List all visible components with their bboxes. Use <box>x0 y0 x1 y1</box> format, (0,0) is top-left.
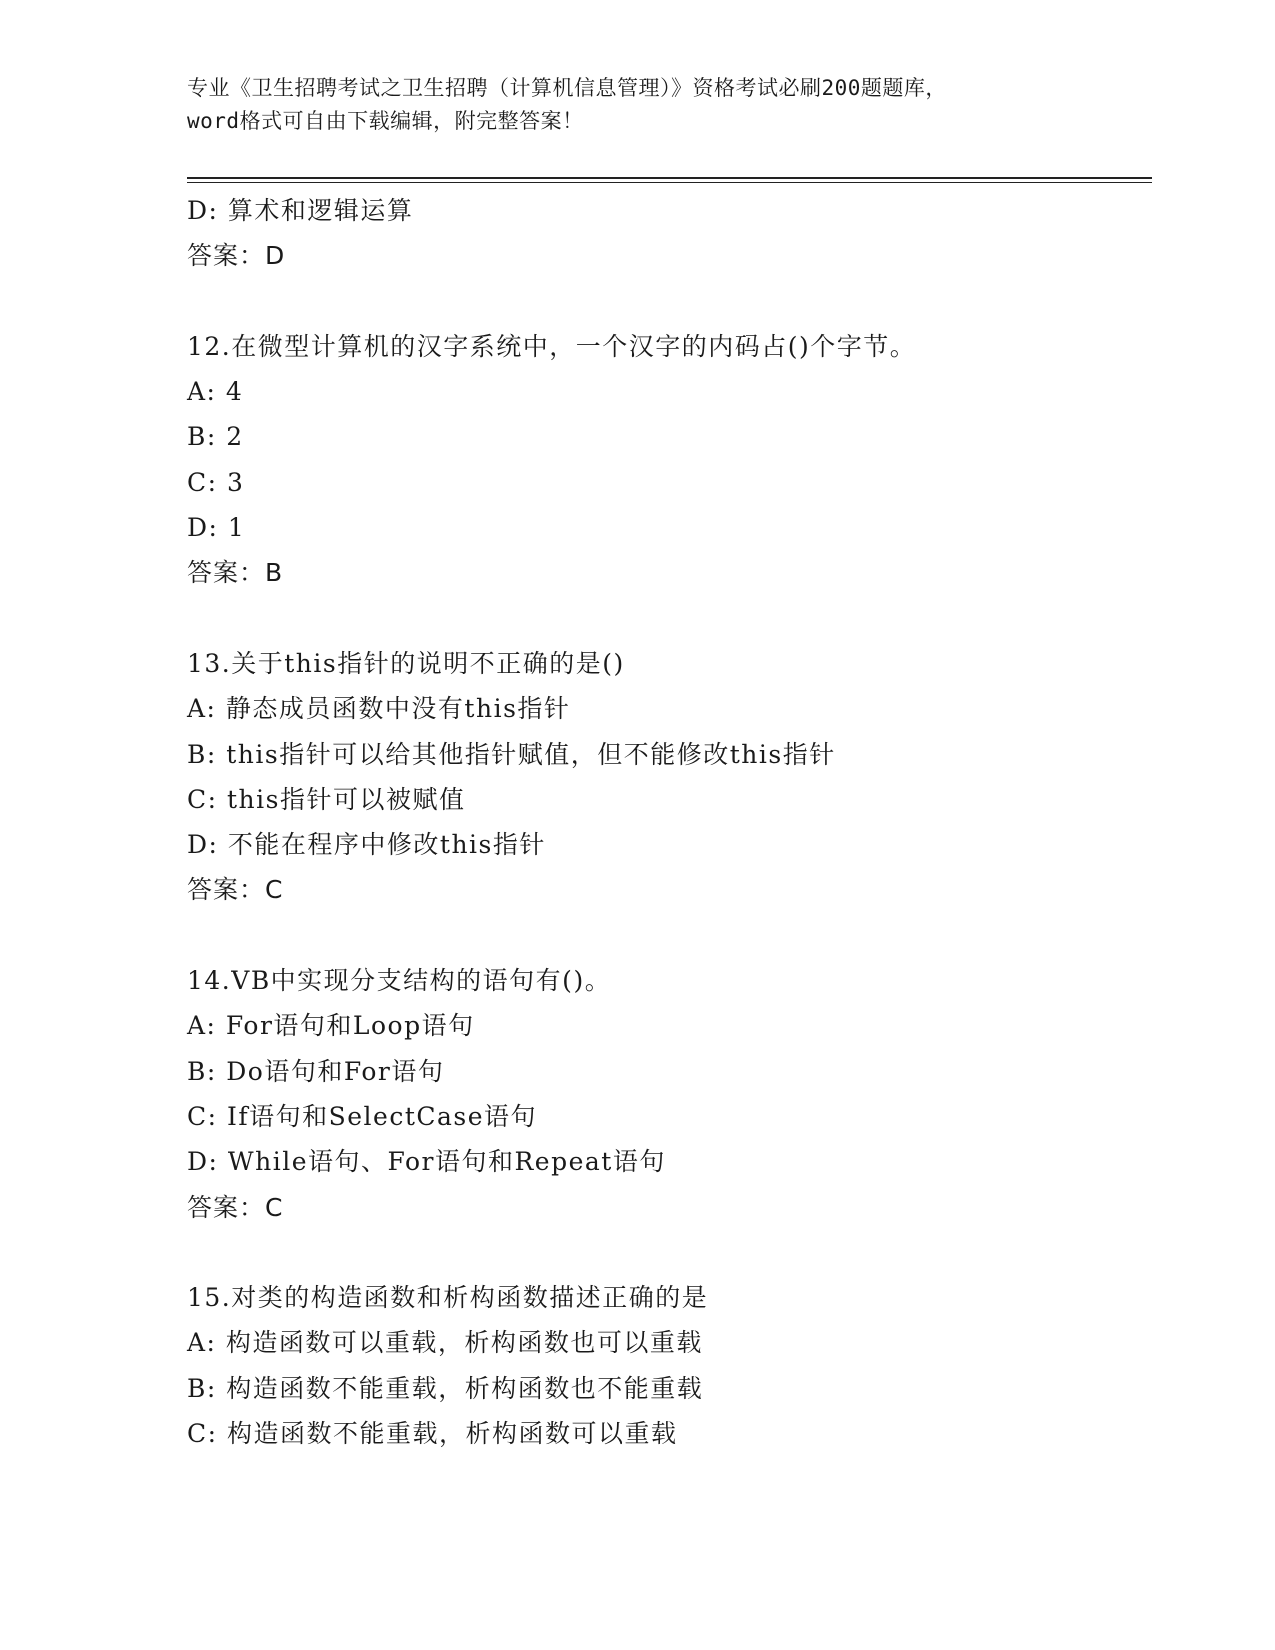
option-d: D: While语句、For语句和Repeat语句 <box>187 1147 666 1177</box>
option-b: B: 2 <box>187 422 244 452</box>
header-title-line-2: word格式可自由下载编辑，附完整答案！ <box>187 109 584 133</box>
option-d: D: 1 <box>187 513 246 543</box>
document-header <box>187 72 1087 138</box>
option-b: B: Do语句和For语句 <box>187 1056 445 1086</box>
spacer <box>187 1230 1147 1275</box>
question-stem: 12.在微型计算机的汉字系统中，一个汉字的内码占()个字节。 <box>187 331 917 361</box>
question-block-12 <box>187 324 1147 596</box>
option-c: C: If语句和SelectCase语句 <box>187 1101 538 1131</box>
answer-label: 答案：C <box>187 875 284 905</box>
prev-question-answer: 答案：D <box>187 241 286 271</box>
prev-question-option-d: D: 算术和逻辑运算 <box>187 196 414 225</box>
option-c: C: 3 <box>187 467 245 497</box>
option-a: A: 静态成员函数中没有this指针 <box>187 694 571 724</box>
spacer <box>187 279 1147 324</box>
header-divider-thin <box>187 182 1152 183</box>
question-stem: 14.VB中实现分支结构的语句有()。 <box>187 966 612 996</box>
header-title-line-1: 专业《卫生招聘考试之卫生招聘（计算机信息管理）》资格考试必刷200题题库， <box>187 76 947 100</box>
answer-label: 答案：B <box>187 558 284 588</box>
question-block-13 <box>187 641 1147 913</box>
question-block-15 <box>187 1275 1147 1456</box>
option-a: A: For语句和Loop语句 <box>187 1011 475 1041</box>
question-stem: 13.关于this指针的说明不正确的是() <box>187 648 625 678</box>
option-d: D: 不能在程序中修改this指针 <box>187 830 546 860</box>
option-b: B: 构造函数不能重载，析构函数也不能重载 <box>187 1373 704 1403</box>
header-divider-thick <box>187 177 1152 179</box>
option-c: C: 构造函数不能重载，析构函数可以重载 <box>187 1419 678 1449</box>
spacer <box>187 596 1147 641</box>
option-b: B: this指针可以给其他指针赋值，但不能修改this指针 <box>187 739 836 769</box>
spacer <box>187 913 1147 958</box>
option-a: A: 4 <box>187 377 244 407</box>
answer-label: 答案：C <box>187 1192 284 1222</box>
question-stem: 15.对类的构造函数和析构函数描述正确的是 <box>187 1283 709 1313</box>
question-list <box>187 188 1147 1456</box>
question-block-14 <box>187 958 1147 1230</box>
option-c: C: this指针可以被赋值 <box>187 784 466 814</box>
option-a: A: 构造函数可以重载，析构函数也可以重载 <box>187 1328 703 1358</box>
